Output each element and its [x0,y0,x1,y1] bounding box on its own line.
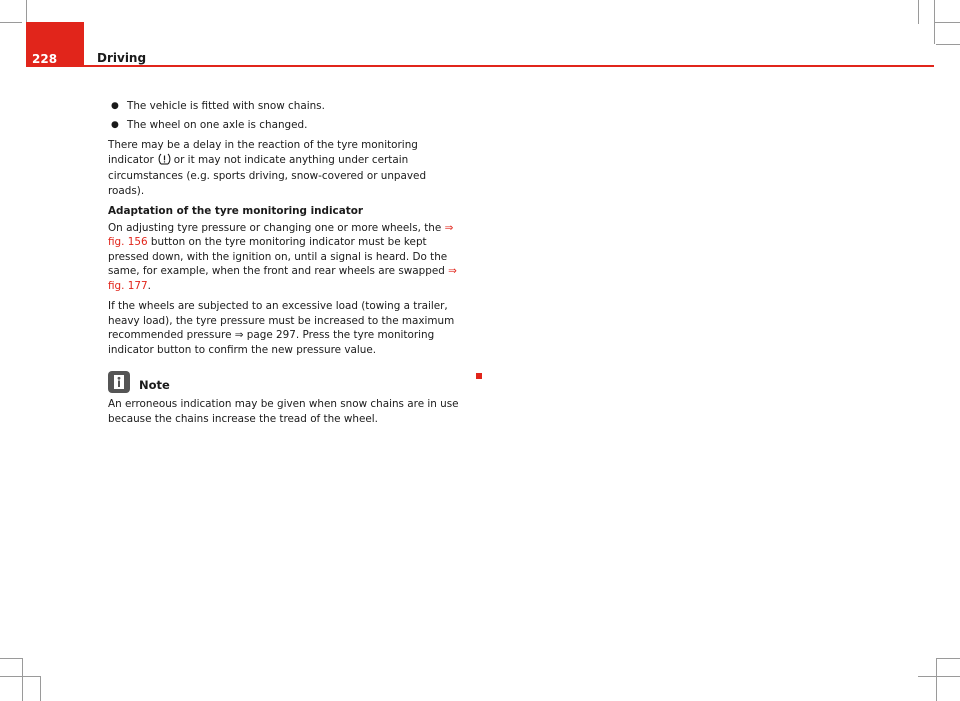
crop-mark [22,658,23,701]
crop-mark [0,676,40,677]
crop-mark [918,676,960,677]
crop-mark [0,22,22,23]
crop-mark [0,658,22,659]
note-text: An erroneous indication may be given when snow chains are in use because the chains increase the tread of the wheel. [108,398,459,425]
crop-mark [936,658,960,659]
header-rule [84,65,934,67]
note-heading [108,371,465,393]
tyre-pressure-warning-icon [158,153,171,170]
list-item: ● The wheel on one axle is changed. [111,118,308,131]
content [108,99,465,432]
bullet-icon: ● [111,119,119,130]
delay-paragraph: There may be a delay in the reaction of the tyre monitoring indicator or it may not indicate anything under certain circumstances (e.g. sports driving, snow-covered or unpaved roads). [108,139,427,197]
crop-mark [26,0,27,22]
crop-mark [40,676,41,701]
crop-mark [934,22,960,23]
adaptation-paragraph: On adjusting tyre pressure or changing one or more wheels, the ⇒ fig. 156 button on the tyre monitoring indicator must be kept pressed down, with the ignition on, until a signal is heard. Do the same, for example, when the front and rear wheels are swapped ⇒ fig. 177. [108,221,457,292]
section-end-mark [476,373,482,379]
note-title: Note [139,377,170,392]
bullet-icon: ● [111,101,119,111]
crop-mark [918,0,919,24]
section-heading: Adaptation of the tyre monitoring indicator [108,205,363,217]
note-info-icon [108,371,130,393]
crop-mark [936,44,960,45]
bullet-list [108,99,465,132]
load-paragraph: If the wheels are subjected to an excessive load (towing a trailer, heavy load), the tyre pressure must be increased to the maximum recommended pressure ⇒ page 297. Press the tyre monitoring indicator button to confirm the new pressure value. [108,300,455,356]
list-item: ● The vehicle is fitted with snow chains. [111,100,325,112]
page-title: Driving [97,51,147,65]
page-number: 228 [26,22,84,67]
figure-link[interactable]: ⇒ fig. 177 [108,265,457,292]
crop-mark [936,658,937,701]
figure-link[interactable]: ⇒ fig. 156 [108,221,454,248]
